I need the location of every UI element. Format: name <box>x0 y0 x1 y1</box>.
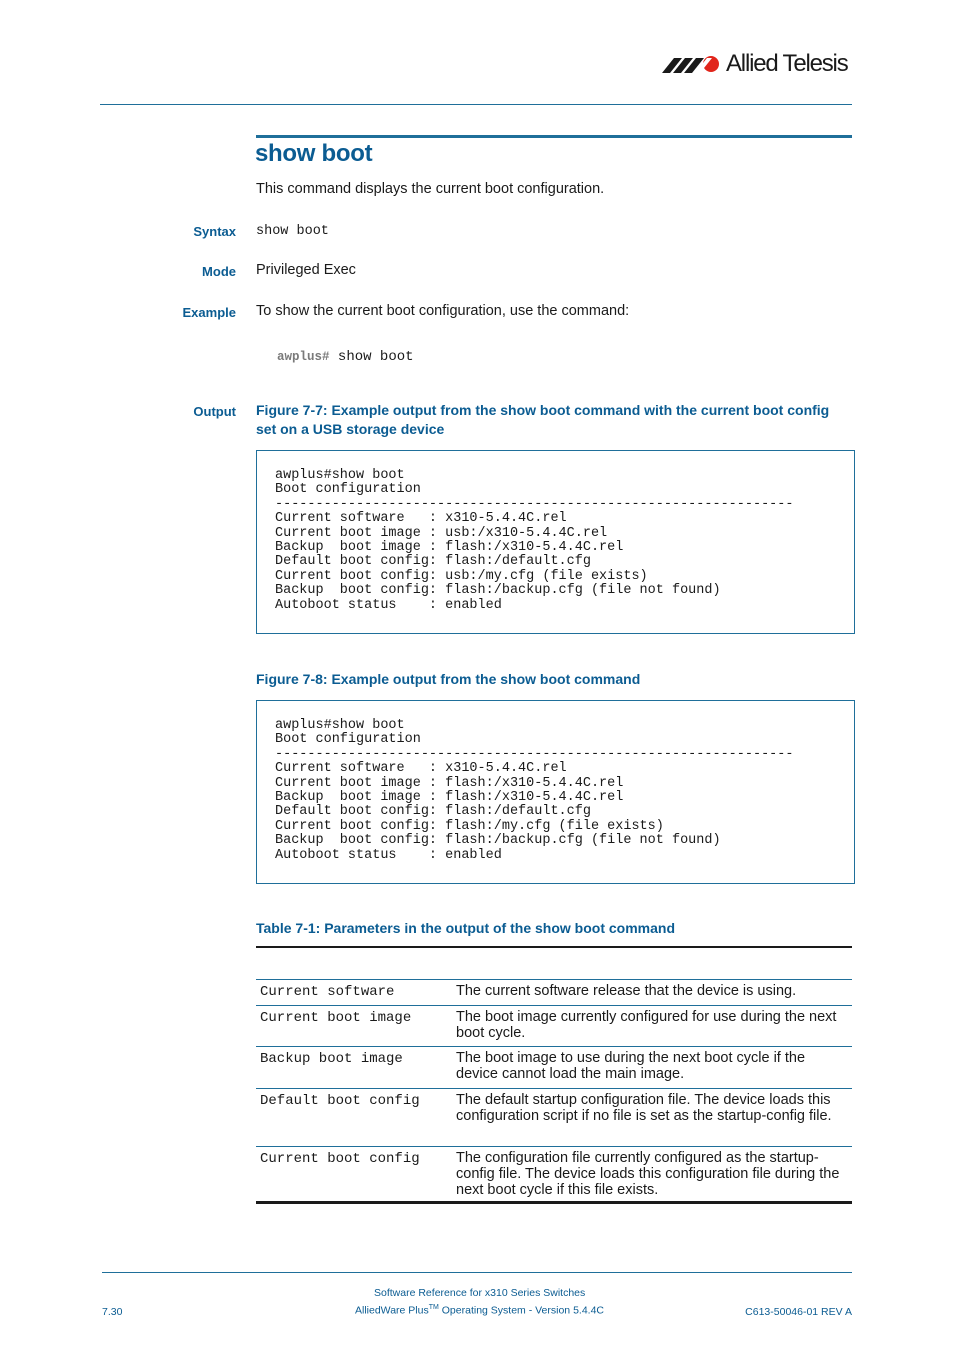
table-bottom-rule <box>256 1201 852 1204</box>
document-id: C613-50046-01 REV A <box>745 1306 852 1318</box>
logo-mark-icon <box>662 52 726 78</box>
parameters-table <box>256 979 852 1201</box>
code-output: awplus#show boot Boot configuration ---------------------------------------------------------------- Current software : x310-5.4.4C.rel Current boot image : usb:/x310-5.4.4C.rel Backup boot image : flash:/x310-5.4.4C.rel Default boot config: flash:/default.cfg Current boot config: usb:/my.cfg (file exists) Backup boot config: flash:/backup.cfg (file not found) Autoboot status : enabled <box>275 468 794 613</box>
footer-divider <box>102 1272 852 1273</box>
figure-caption: Figure 7-8: Example output from the show boot command <box>256 671 641 687</box>
code-output-box <box>256 450 855 634</box>
example-label: Example <box>182 305 236 320</box>
table-row <box>256 1046 852 1088</box>
code-output-box <box>256 700 855 884</box>
table-row <box>256 1005 852 1046</box>
table-row <box>256 1146 852 1201</box>
table-caption: Table 7-1: Parameters in the output of the show boot command <box>256 920 676 936</box>
logo-wordmark: Allied Telesis <box>726 50 848 77</box>
page-number: 7.30 <box>102 1306 123 1318</box>
mode-label: Mode <box>202 264 236 279</box>
example-text: To show the current boot configuration, use the command: <box>256 303 630 319</box>
page-title: show boot <box>255 140 373 167</box>
parameter-description: The boot image currently configured for use during the next boot cycle. <box>456 1009 837 1041</box>
allied-telesis-logo <box>662 52 854 78</box>
parameter-name: Default boot config <box>260 1093 420 1109</box>
parameter-description: The current software release that the device is using. <box>456 983 797 999</box>
parameter-description: The boot image to use during the next boot cycle if the device cannot load the main image. <box>456 1050 806 1082</box>
footer-document-title: Software Reference for x310 Series Switches <box>374 1287 586 1299</box>
figure-caption: Figure 7-7: Example output from the show boot command with the current boot config set on a USB storage device <box>256 402 830 437</box>
mode-value: Privileged Exec <box>256 262 356 278</box>
header-divider <box>100 104 852 105</box>
parameter-name: Backup boot image <box>260 1051 403 1067</box>
output-label: Output <box>193 404 236 419</box>
parameter-description: The default startup configuration file. The device loads this configuration script if no file is set as the startup-config file. <box>456 1092 832 1124</box>
cli-command: show boot <box>337 349 414 365</box>
parameter-description: The configuration file currently configured as the startup-config file. The device loads this configuration file during the next boot cycle if this file exists. <box>456 1150 840 1198</box>
table-row <box>256 1088 852 1146</box>
parameter-name: Current boot config <box>260 1151 420 1167</box>
syntax-code: show boot <box>256 224 329 239</box>
table-row <box>256 979 852 1005</box>
cli-prompt: awplus# <box>277 350 330 364</box>
parameter-name: Current boot image <box>260 1010 412 1026</box>
table-top-rule <box>256 946 852 948</box>
footer-software-version: AlliedWare Plus™ Operating System - Version 5.4.4C <box>355 1304 605 1317</box>
example-command-line <box>277 349 414 365</box>
parameter-name: Current software <box>260 984 395 1000</box>
code-output: awplus#show boot Boot configuration ---------------------------------------------------------------- Current software : x310-5.4.4C.rel Current boot image : flash:/x310-5.4.4C.rel Backup boot image : flash:/x310-5.4.4C.rel Default boot config: flash:/default.cfg Current boot config: flash:/my.cfg (file exists) Backup boot config: flash:/backup.cfg (file not found) Autoboot status : enabled <box>275 718 794 863</box>
syntax-label: Syntax <box>193 224 236 239</box>
command-description: This command displays the current boot configuration. <box>256 181 605 197</box>
title-rule <box>256 135 852 138</box>
